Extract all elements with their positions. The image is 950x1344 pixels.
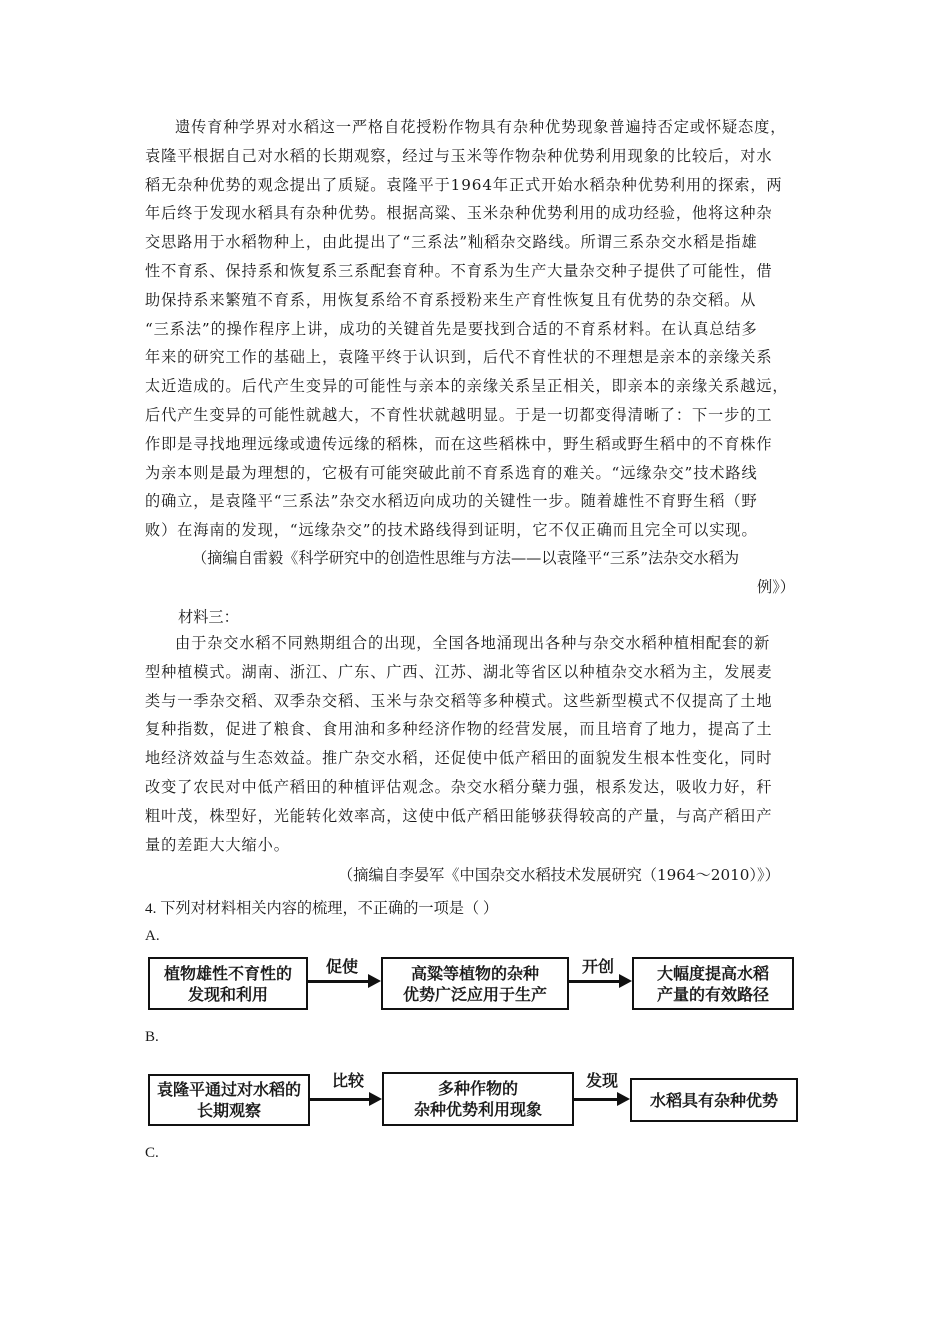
box-text: 大幅度提高水稻 [656,963,769,983]
option-b-box-1 [148,1074,310,1126]
paragraph-line: 地经济效益与生态效益。推广杂交水稻，还促使中低产稻田的面貌发生根本性变化，同时 [145,749,773,768]
arrow-right-icon [617,1092,630,1106]
paragraph-line: 遗传育种学界对水稻这一严格自花授粉作物具有杂种优势现象普遍持否定或怀疑态度， [175,118,787,136]
option-a-arrow-1-label: 促使 [326,957,359,976]
option-c-label[interactable]: C. [145,1145,159,1161]
paragraph-line: “三系法”的操作程序上讲，成功的关键首先是要找到合适的不育系材料。在认真总结多 [145,319,758,338]
option-a-label[interactable]: A. [145,928,160,944]
option-b-arrow-2-label: 发现 [586,1071,619,1090]
option-a-box-1 [148,957,308,1010]
box-text: 长期观察 [196,1101,261,1120]
box-text: 高粱等植物的杂种 [410,963,539,983]
citation-1-line2: 例》） [757,578,795,596]
citation-1-line1: （摘编自雷毅《科学研究中的创造性思维与方法——以袁隆平“三系”法杂交水稻为 [192,549,740,567]
option-b-box-2 [382,1072,574,1126]
paragraph-line: 年来的研究工作的基础上，袁隆平终于认识到，后代不育性状的不理想是亲本的亲缘关系 [145,348,773,367]
option-a-flowchart [143,954,803,1014]
paragraph-line: 的确立，是袁隆平“三系法”杂交水稻迈向成功的关键性一步。随着雄性不育野生稻（野 [145,492,758,511]
paragraph-line: 败）在海南的发现，“远缘杂交”的技术路线得到证明，它不仅正确而且完全可以实现。 [145,521,758,540]
box-text: 植物雄性不育性的 [163,963,292,983]
citation-3: （摘编自李晏军《中国杂交水稻技术发展研究（1964～2010）》） [338,866,780,884]
paragraph-line: 改变了农民对中低产稻田的种植评估观念。杂交水稻分蘖力强，根系发达，吸收力好，秆 [145,777,773,796]
option-a-arrow-2-label: 开创 [582,957,615,976]
box-text: 发现和利用 [187,984,268,1004]
paragraph-line: 粗叶茂，株型好，光能转化效率高，这使中低产稻田能够获得较高的产量，与高产稻田产 [145,806,773,825]
arrow-shaft [569,980,622,983]
paragraph-line: 由于杂交水稻不同熟期组合的出现，全国各地涌现出各种与杂交水稻种植相配套的新 [175,634,771,652]
paragraph-line: 年后终于发现水稻具有杂种优势。根据高粱、玉米杂种优势利用的成功经验，他将这种杂 [145,204,773,223]
paragraph-line: 类与一季杂交稻、双季杂交稻、玉米与杂交稻等多种模式。这些新型模式不仅提高了土地 [145,691,773,710]
paragraph-line: 交思路用于水稻物种上，由此提出了“三系法”籼稻杂交路线。所谓三系杂交水稻是指雄 [145,233,758,252]
box-text: 优势广泛应用于生产 [402,984,547,1004]
arrow-shaft [574,1098,620,1101]
material2-paragraph [145,113,805,545]
option-b-box-3 [630,1078,798,1122]
material3-paragraph [145,629,805,859]
option-b-label[interactable]: B. [145,1029,159,1045]
paragraph-line: 太近造成的。后代产生变异的可能性与亲本的亲缘关系呈正相关，即亲本的亲缘关系越远， [145,377,789,396]
arrow-shaft [308,980,370,983]
arrow-shaft [310,1098,371,1101]
paragraph-line: 袁隆平根据自己对水稻的长期观察，经过与玉米等作物杂种优势利用现象的比较后，对水 [145,146,773,165]
paragraph-line: 复种指数，促进了粮食、食用油和多种经济作物的经营发展，而且培育了地力，提高了土 [145,720,773,739]
paragraph-line: 稻无杂种优势的观念提出了质疑。袁隆平于1964年正式开始水稻杂种优势利用的探索，两 [145,175,783,194]
box-text: 多种作物的 [437,1079,518,1098]
question-4: 4. 下列对材料相关内容的梳理，不正确的一项是（ ） [145,900,499,917]
paragraph-line: 为亲本则是最为理想的，它极有可能突破此前不育系选育的难关。“远缘杂交”技术路线 [145,463,758,482]
arrow-right-icon [368,974,381,988]
paragraph-line: 助保持系来繁殖不育系，用恢复系给不育系授粉来生产育性恢复且有优势的杂交稻。从 [145,290,757,309]
option-a-box-3 [632,957,794,1010]
paragraph-line: 后代产生变异的可能性就越大，不育性状就越明显。于是一切都变得清晰了：下一步的工 [145,405,773,424]
paragraph-line: 型种植模式。湖南、浙江、广东、广西、江苏、湖北等省区以种植杂交水稻为主，发展麦 [145,662,773,681]
box-text: 杂种优势利用现象 [413,1100,542,1119]
option-a-box-2 [381,957,569,1010]
box-text: 水稻具有杂种优势 [649,1090,778,1110]
paragraph-line: 量的差距大大缩小。 [145,835,290,854]
arrow-right-icon [369,1092,382,1106]
paragraph-line: 性不育系、保持系和恢复系三系配套育种。不育系为生产大量杂交种子提供了可能性，借 [145,261,773,280]
option-b-arrow-1-label: 比较 [332,1071,365,1090]
paragraph-line: 作即是寻找地理远缘或遗传远缘的稻株，而在这些稻株中，野生稻或野生稻中的不育株作 [145,434,773,453]
option-b-flowchart [143,1068,803,1128]
arrow-right-icon [619,974,632,988]
material3-title: 材料三： [178,608,239,626]
box-text: 袁隆平通过对水稻的 [156,1080,301,1099]
box-text: 产量的有效路径 [656,984,769,1004]
